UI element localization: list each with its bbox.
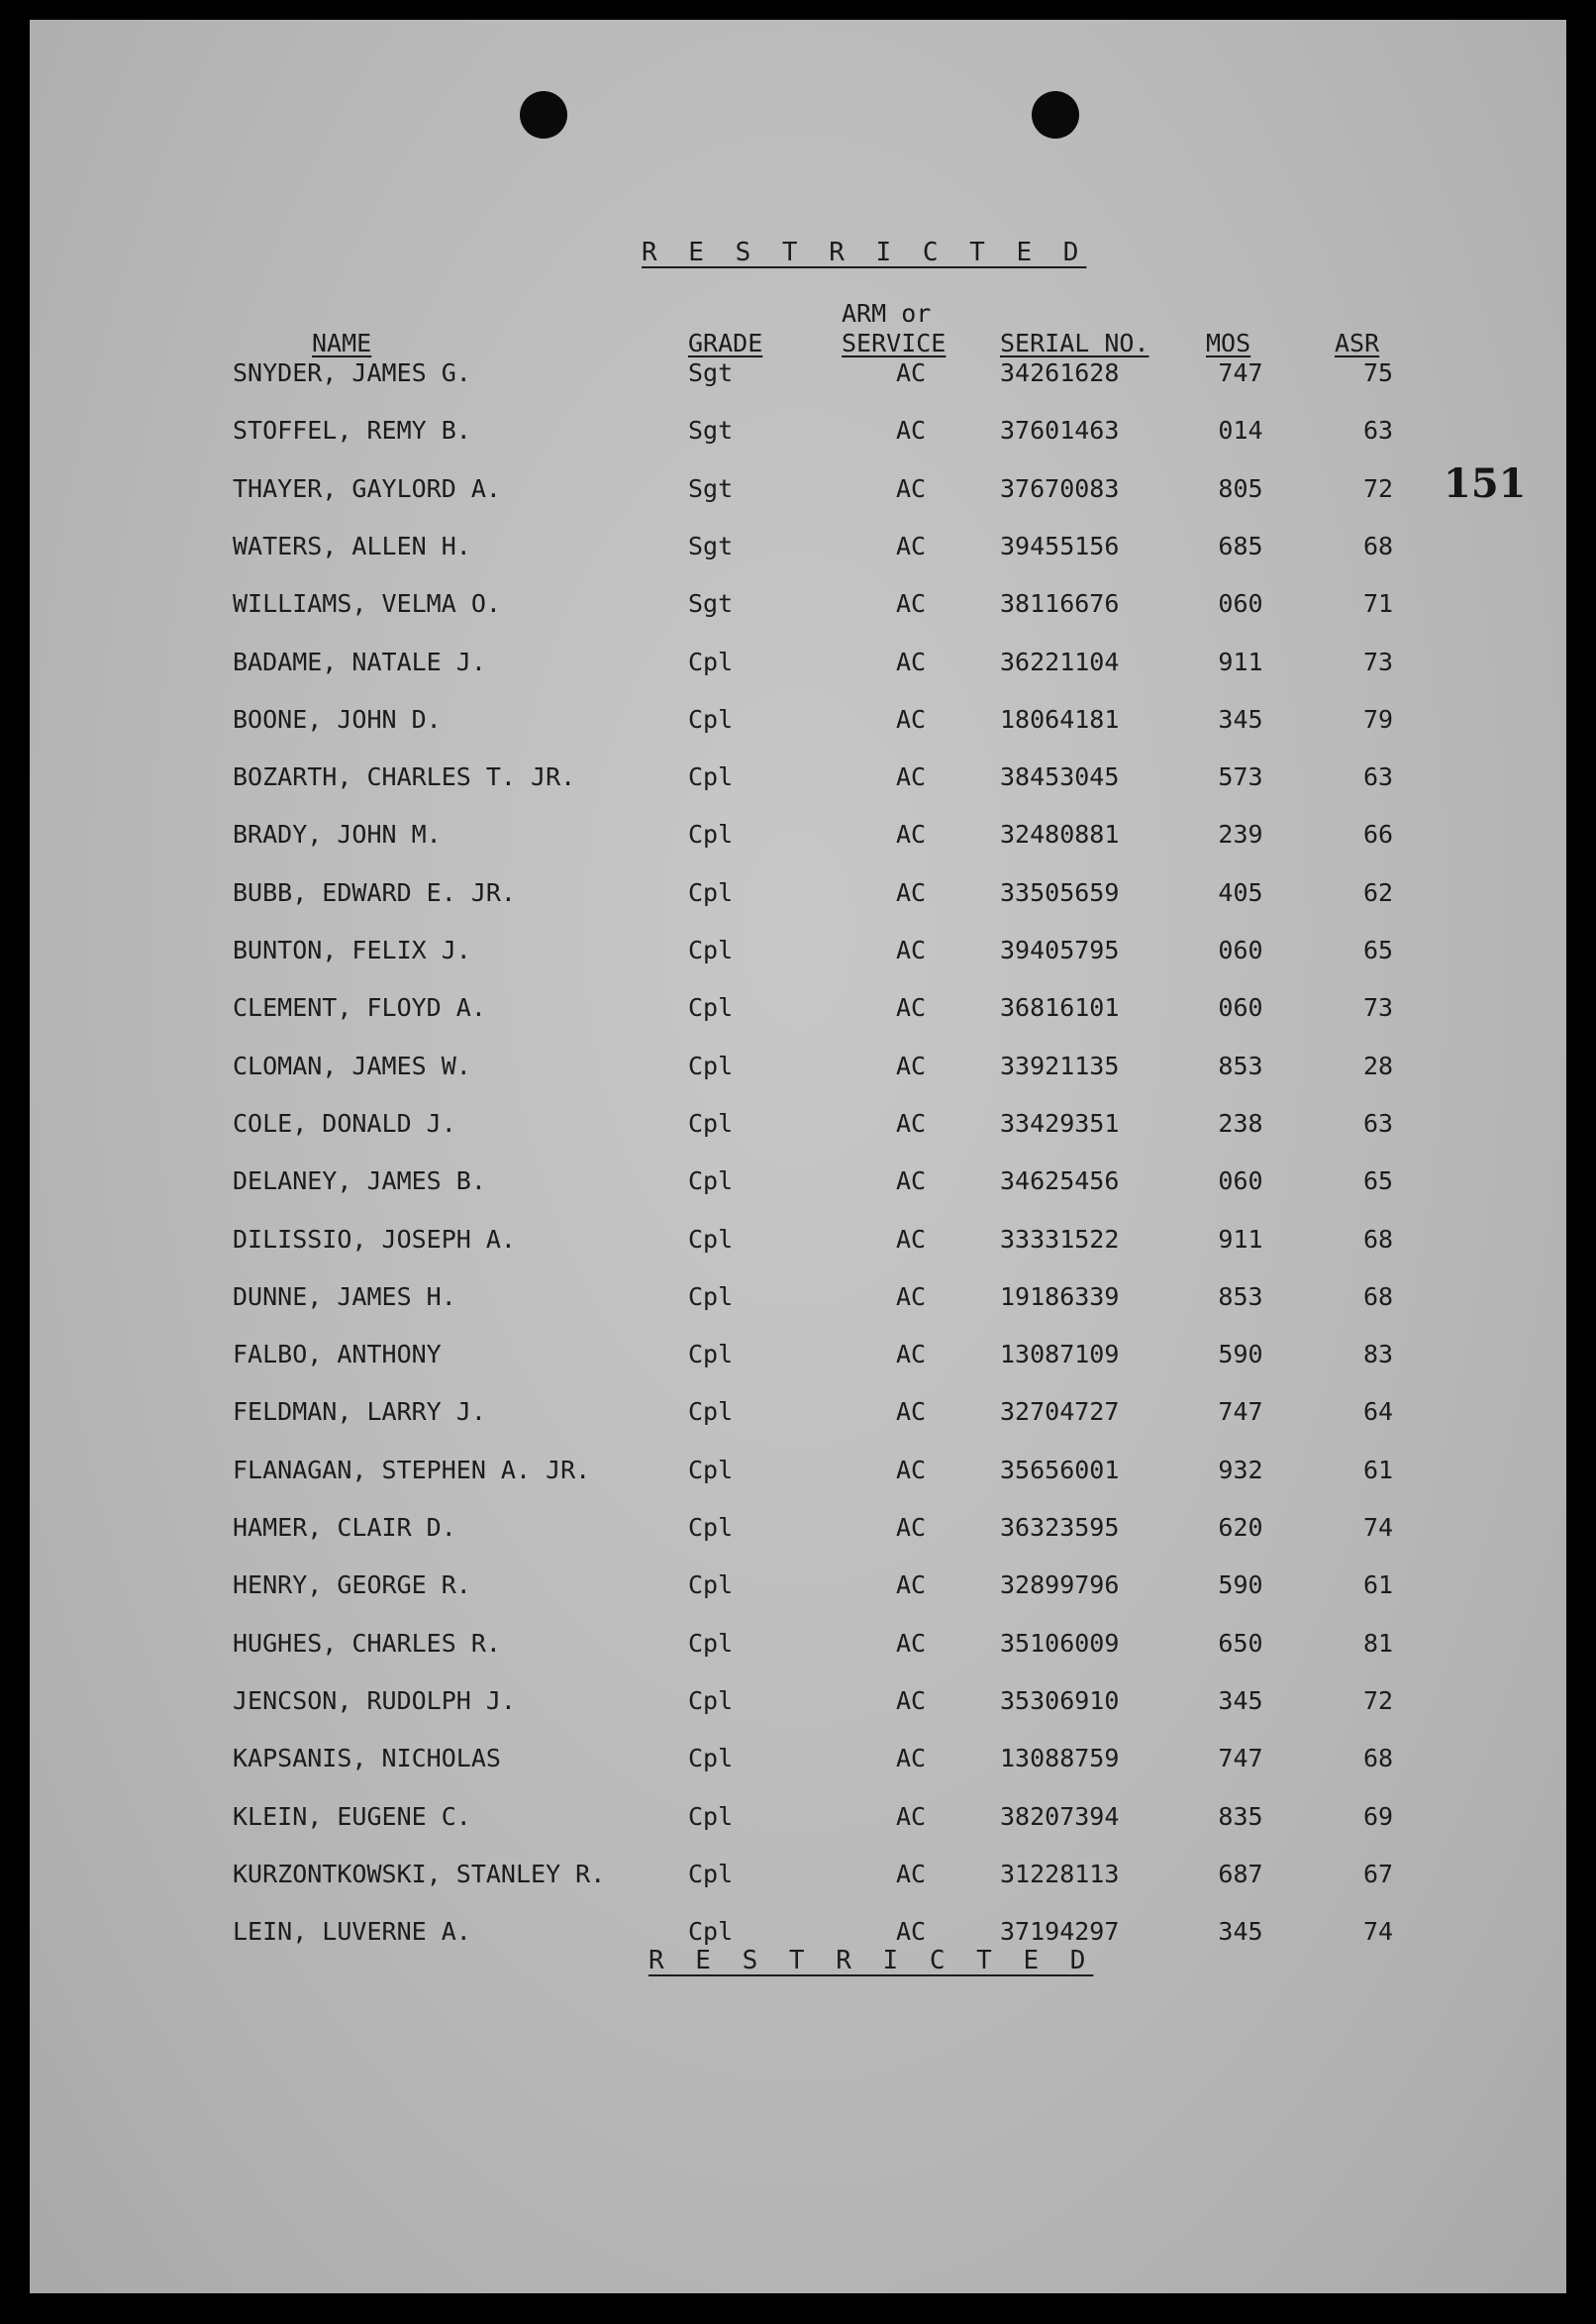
arm-cell: AC — [895, 1570, 927, 1600]
asr-cell: 61 — [1362, 1455, 1394, 1484]
grade-cell: Cpl — [688, 704, 734, 734]
grade-cell: Cpl — [688, 1051, 734, 1080]
grade-cell: Cpl — [688, 1628, 734, 1658]
asr-cell: 64 — [1362, 1397, 1394, 1427]
serial-cell: 32704727 — [1000, 1397, 1120, 1427]
grade-cell: Sgt — [688, 531, 734, 560]
asr-cell: 74 — [1362, 1513, 1394, 1542]
grade-cell: Cpl — [688, 1397, 734, 1427]
serial-cell: 33505659 — [1000, 877, 1120, 907]
asr-cell: 71 — [1362, 589, 1394, 619]
asr-cell: 68 — [1362, 531, 1394, 560]
arm-cell: AC — [895, 1628, 927, 1658]
grade-cell: Cpl — [688, 936, 734, 964]
name-cell: THAYER, GAYLORD A. — [233, 473, 501, 503]
serial-cell: 36323595 — [1000, 1513, 1120, 1542]
classification-footer: R E S T R I C T E D — [648, 1946, 1094, 1975]
name-cell: DUNNE, JAMES H. — [233, 1281, 456, 1311]
name-cell: LEIN, LUVERNE A. — [233, 1917, 471, 1947]
grade-cell: Cpl — [688, 1801, 734, 1831]
name-cell: CLEMENT, FLOYD A. — [233, 993, 486, 1023]
arm-cell: AC — [895, 1685, 927, 1715]
grade-cell: Cpl — [688, 1570, 734, 1600]
grade-cell: Sgt — [688, 358, 734, 387]
name-cell: JENCSON, RUDOLPH J. — [233, 1685, 516, 1715]
name-cell: WATERS, ALLEN H. — [233, 531, 471, 560]
name-cell: BRADY, JOHN M. — [233, 820, 442, 850]
mos-cell: 853 — [1218, 1281, 1263, 1311]
serial-cell: 35306910 — [1000, 1685, 1120, 1715]
name-cell: KURZONTKOWSKI, STANLEY R. — [233, 1859, 606, 1888]
serial-cell: 19186339 — [1000, 1281, 1120, 1311]
arm-cell: AC — [895, 1513, 927, 1542]
column-header-arm-line2: SERVICE — [842, 329, 947, 357]
punch-hole-right — [1032, 91, 1079, 139]
mos-cell: 590 — [1218, 1340, 1263, 1369]
asr-cell: 65 — [1362, 1166, 1394, 1196]
serial-cell: 38116676 — [1000, 589, 1120, 619]
grade-cell: Cpl — [688, 1455, 734, 1484]
name-cell: HUGHES, CHARLES R. — [233, 1628, 501, 1658]
name-cell: SNYDER, JAMES G. — [233, 358, 471, 387]
name-cell: HAMER, CLAIR D. — [233, 1513, 456, 1542]
arm-cell: AC — [895, 531, 927, 560]
arm-cell: AC — [895, 762, 927, 792]
mos-cell: 911 — [1218, 1224, 1263, 1254]
serial-cell: 34625456 — [1000, 1166, 1120, 1196]
name-cell: COLE, DONALD J. — [233, 1108, 456, 1138]
asr-cell: 61 — [1362, 1570, 1394, 1600]
mos-cell: 747 — [1218, 1397, 1263, 1427]
grade-cell: Cpl — [688, 762, 734, 792]
grade-cell: Cpl — [688, 1281, 734, 1311]
page-number: 151 — [1444, 460, 1527, 507]
name-cell: CLOMAN, JAMES W. — [233, 1051, 471, 1080]
mos-cell: 345 — [1218, 1917, 1263, 1947]
mos-cell: 060 — [1218, 1166, 1263, 1196]
serial-cell: 37601463 — [1000, 416, 1120, 446]
name-cell: BUBB, EDWARD E. JR. — [233, 877, 516, 907]
mos-cell: 345 — [1218, 704, 1263, 734]
grade-cell: Sgt — [688, 416, 734, 446]
grade-cell: Cpl — [688, 1917, 734, 1947]
arm-cell: AC — [895, 473, 927, 503]
serial-cell: 38207394 — [1000, 1801, 1120, 1831]
mos-cell: 620 — [1218, 1513, 1263, 1542]
document-page — [30, 20, 1566, 2293]
arm-cell: AC — [895, 1801, 927, 1831]
arm-cell: AC — [895, 1281, 927, 1311]
serial-cell: 13088759 — [1000, 1744, 1120, 1773]
arm-cell: AC — [895, 1917, 927, 1947]
grade-cell: Cpl — [688, 993, 734, 1023]
column-header-arm-line1: ARM or — [842, 299, 932, 328]
serial-cell: 35656001 — [1000, 1455, 1120, 1484]
asr-cell: 68 — [1362, 1224, 1394, 1254]
arm-cell: AC — [895, 1455, 927, 1484]
classification-header: R E S T R I C T E D — [642, 238, 1087, 267]
grade-cell: Cpl — [688, 1744, 734, 1773]
mos-cell: 060 — [1218, 993, 1263, 1023]
grade-cell: Cpl — [688, 1166, 734, 1196]
serial-cell: 33331522 — [1000, 1224, 1120, 1254]
mos-cell: 590 — [1218, 1570, 1263, 1600]
arm-cell: AC — [895, 1744, 927, 1773]
asr-cell: 74 — [1362, 1917, 1394, 1947]
asr-cell: 63 — [1362, 1108, 1394, 1138]
mos-cell: 238 — [1218, 1108, 1263, 1138]
arm-cell: AC — [895, 1166, 927, 1196]
asr-cell: 75 — [1362, 358, 1394, 387]
arm-cell: AC — [895, 358, 927, 387]
serial-cell: 39455156 — [1000, 531, 1120, 560]
asr-cell: 63 — [1362, 762, 1394, 792]
arm-cell: AC — [895, 589, 927, 619]
name-cell: BOZARTH, CHARLES T. JR. — [233, 762, 576, 792]
serial-cell: 37670083 — [1000, 473, 1120, 503]
serial-cell: 37194297 — [1000, 1917, 1120, 1947]
grade-cell: Cpl — [688, 1108, 734, 1138]
arm-cell: AC — [895, 1108, 927, 1138]
serial-cell: 31228113 — [1000, 1859, 1120, 1888]
serial-cell: 34261628 — [1000, 358, 1120, 387]
serial-cell: 18064181 — [1000, 704, 1120, 734]
arm-cell: AC — [895, 877, 927, 907]
name-cell: WILLIAMS, VELMA O. — [233, 589, 501, 619]
grade-cell: Cpl — [688, 1685, 734, 1715]
asr-cell: 83 — [1362, 1340, 1394, 1369]
asr-cell: 81 — [1362, 1628, 1394, 1658]
arm-cell: AC — [895, 1397, 927, 1427]
serial-cell: 38453045 — [1000, 762, 1120, 792]
asr-cell: 63 — [1362, 416, 1394, 446]
arm-cell: AC — [895, 1051, 927, 1080]
mos-cell: 239 — [1218, 820, 1263, 850]
mos-cell: 650 — [1218, 1628, 1263, 1658]
grade-cell: Cpl — [688, 877, 734, 907]
serial-cell: 39405795 — [1000, 936, 1120, 964]
mos-cell: 573 — [1218, 762, 1263, 792]
grade-cell: Cpl — [688, 1224, 734, 1254]
serial-cell: 32480881 — [1000, 820, 1120, 850]
mos-cell: 687 — [1218, 1859, 1263, 1888]
column-header-grade: GRADE — [688, 329, 763, 357]
asr-cell: 66 — [1362, 820, 1394, 850]
grade-cell: Cpl — [688, 647, 734, 676]
name-cell: BUNTON, FELIX J. — [233, 936, 471, 964]
asr-cell: 73 — [1362, 993, 1394, 1023]
mos-cell: 014 — [1218, 416, 1263, 446]
column-header-name: NAME — [312, 329, 372, 357]
mos-cell: 685 — [1218, 531, 1263, 560]
name-cell: KAPSANIS, NICHOLAS — [233, 1744, 501, 1773]
asr-cell: 69 — [1362, 1801, 1394, 1831]
arm-cell: AC — [895, 647, 927, 676]
serial-cell: 36816101 — [1000, 993, 1120, 1023]
mos-cell: 747 — [1218, 358, 1263, 387]
grade-cell: Sgt — [688, 589, 734, 619]
name-cell: BOONE, JOHN D. — [233, 704, 442, 734]
mos-cell: 405 — [1218, 877, 1263, 907]
asr-cell: 72 — [1362, 473, 1394, 503]
asr-cell: 79 — [1362, 704, 1394, 734]
punch-hole-left — [520, 91, 567, 139]
serial-cell: 36221104 — [1000, 647, 1120, 676]
name-cell: KLEIN, EUGENE C. — [233, 1801, 471, 1831]
asr-cell: 73 — [1362, 647, 1394, 676]
mos-cell: 345 — [1218, 1685, 1263, 1715]
grade-cell: Sgt — [688, 473, 734, 503]
arm-cell: AC — [895, 993, 927, 1023]
arm-cell: AC — [895, 820, 927, 850]
grade-cell: Cpl — [688, 1859, 734, 1888]
name-cell: FLANAGAN, STEPHEN A. JR. — [233, 1455, 591, 1484]
serial-cell: 35106009 — [1000, 1628, 1120, 1658]
asr-cell: 62 — [1362, 877, 1394, 907]
mos-cell: 835 — [1218, 1801, 1263, 1831]
asr-cell: 68 — [1362, 1281, 1394, 1311]
mos-cell: 805 — [1218, 473, 1263, 503]
grade-cell: Cpl — [688, 1340, 734, 1369]
arm-cell: AC — [895, 1224, 927, 1254]
column-header-serial: SERIAL NO. — [1000, 329, 1149, 357]
arm-cell: AC — [895, 416, 927, 446]
name-cell: DELANEY, JAMES B. — [233, 1166, 486, 1196]
name-cell: HENRY, GEORGE R. — [233, 1570, 471, 1600]
serial-cell: 33921135 — [1000, 1051, 1120, 1080]
mos-cell: 060 — [1218, 589, 1263, 619]
serial-cell: 33429351 — [1000, 1108, 1120, 1138]
mos-cell: 060 — [1218, 936, 1263, 964]
serial-cell: 32899796 — [1000, 1570, 1120, 1600]
mos-cell: 747 — [1218, 1744, 1263, 1773]
arm-cell: AC — [895, 936, 927, 964]
mos-cell: 911 — [1218, 647, 1263, 676]
asr-cell: 67 — [1362, 1859, 1394, 1888]
arm-cell: AC — [895, 704, 927, 734]
mos-cell: 853 — [1218, 1051, 1263, 1080]
serial-cell: 13087109 — [1000, 1340, 1120, 1369]
grade-cell: Cpl — [688, 1513, 734, 1542]
grade-cell: Cpl — [688, 820, 734, 850]
asr-cell: 72 — [1362, 1685, 1394, 1715]
name-cell: DILISSIO, JOSEPH A. — [233, 1224, 516, 1254]
asr-cell: 68 — [1362, 1744, 1394, 1773]
mos-cell: 932 — [1218, 1455, 1263, 1484]
column-header-mos: MOS — [1206, 329, 1251, 357]
arm-cell: AC — [895, 1340, 927, 1369]
name-cell: STOFFEL, REMY B. — [233, 416, 471, 446]
name-cell: BADAME, NATALE J. — [233, 647, 486, 676]
name-cell: FALBO, ANTHONY — [233, 1340, 442, 1369]
asr-cell: 28 — [1362, 1051, 1394, 1080]
column-header-asr: ASR — [1335, 329, 1380, 357]
asr-cell: 65 — [1362, 936, 1394, 964]
name-cell: FELDMAN, LARRY J. — [233, 1397, 486, 1427]
arm-cell: AC — [895, 1859, 927, 1888]
